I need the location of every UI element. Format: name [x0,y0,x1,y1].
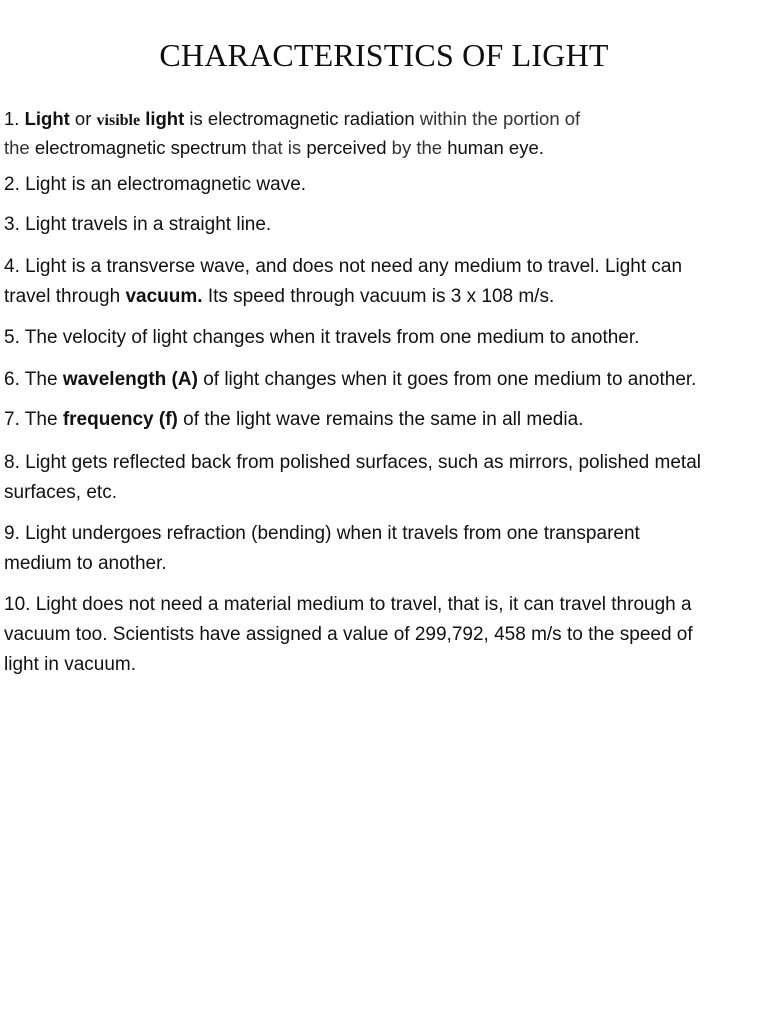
list-item-8 [4,448,766,508]
list-item-9 [4,519,766,579]
text-fragment: within the portion of [414,108,581,129]
list-item-1-line-2 [4,134,766,161]
list-item-10-line-3: light in vacuum. [4,654,137,675]
list-item-4 [4,252,766,312]
list-item-4-line-1: 4. Light is a transverse wave, and does not need any medium to travel. Light can [4,256,683,277]
text-fragment: that is [246,137,307,158]
term-light: Light [24,108,70,129]
text-fragment: is [184,108,208,129]
text-fragment: . [538,137,544,158]
term-frequency: frequency (f) [62,409,178,430]
list-item-10-line-2: vacuum too. Scientists have assigned a value of 299,792, 458 m/s to the speed of [4,624,693,645]
list-item-3: 3. Light travels in a straight line. [4,214,272,235]
page-title: CHARACTERISTICS OF LIGHT [159,37,609,73]
list-item-4-line-2 [4,282,766,312]
list-item-7 [4,405,766,435]
text-fragment: 7. The [4,409,63,430]
list-item-8-line-1: 8. Light gets reflected back from polished surfaces, such as mirrors, polished metal [4,452,701,473]
list-item-1 [4,105,766,161]
text-fragment: by the [386,137,448,158]
text-fragment: of light changes when it goes from one medium to another. [197,369,697,390]
list-item-5: 5. The velocity of light changes when it travels from one medium to another. [4,327,640,348]
text-fragment: of the light wave remains the same in all media. [177,409,584,430]
list-item-2: 2. Light is an electromagnetic wave. [4,174,307,195]
term-wavelength: wavelength (A) [62,369,198,390]
text-fragment: or [69,108,97,129]
term-vacuum: vacuum. [125,286,203,307]
term-perceived: perceived [306,137,387,158]
term-light-2: light [145,108,185,129]
list-item-6 [4,365,766,395]
term-visible: visible [96,112,141,129]
list-item-1-line-1 [4,105,766,134]
term-human-eye: human eye [447,137,539,158]
list-item-8-line-2: surfaces, etc. [4,482,117,503]
text-fragment: Its speed through vacuum is 3 x 108 m/s. [202,286,555,307]
list-item-10-line-1: 10. Light does not need a material medium to travel, that is, it can travel through a [4,594,692,615]
term-electromagnetic-radiation: electromagnetic radiation [207,108,415,129]
text-fragment: the [4,137,35,158]
list-item-9-line-1: 9. Light undergoes refraction (bending) when it travels from one transparent [4,523,640,544]
text-fragment: 6. The [4,369,63,390]
item-number: 1. [4,108,25,129]
text-fragment: travel through [4,286,126,307]
list-item-10 [4,590,766,680]
list-item-9-line-2: medium to another. [4,553,167,574]
term-electromagnetic-spectrum: electromagnetic spectrum [34,137,247,158]
